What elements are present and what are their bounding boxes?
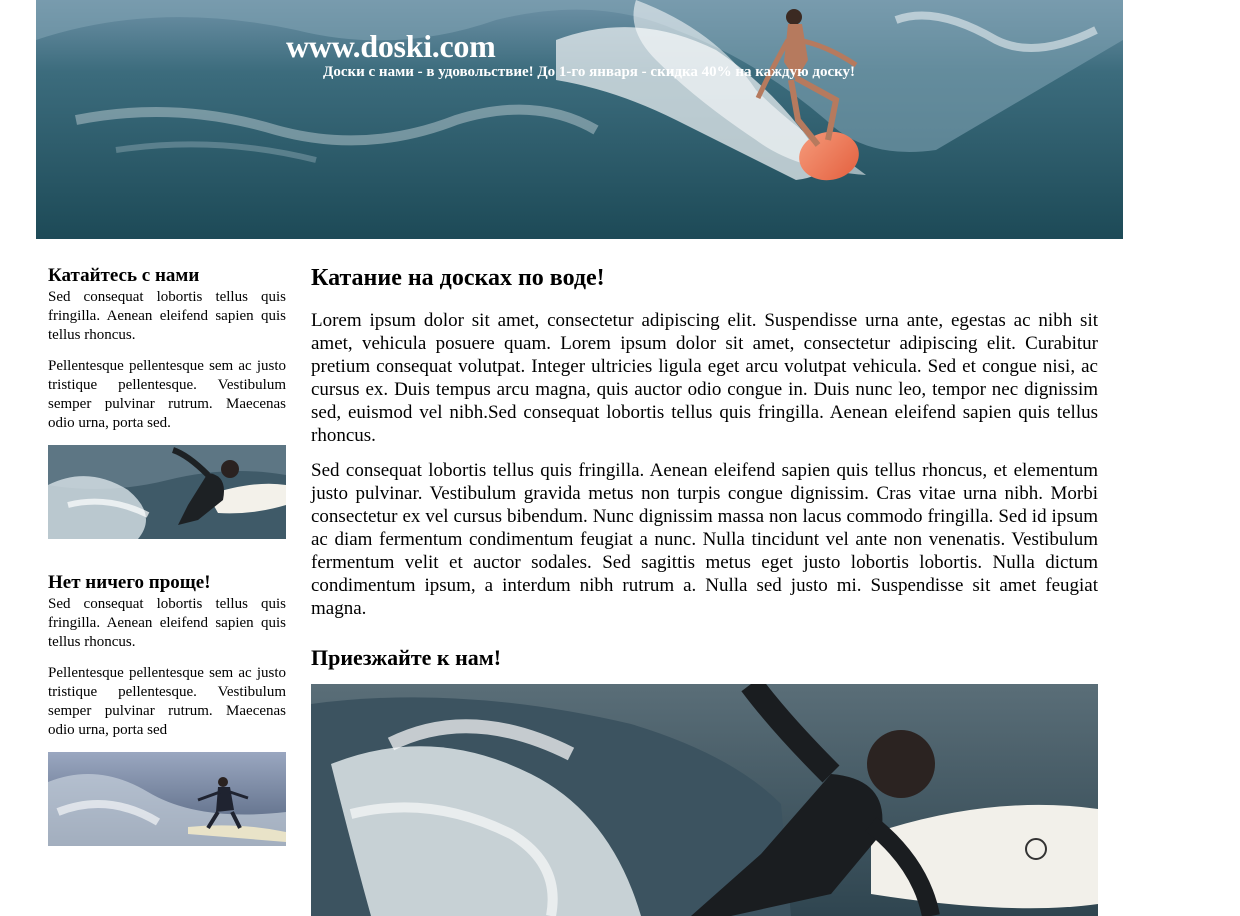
- site-title: www.doski.com: [286, 28, 496, 64]
- main-heading: Катание на досках по воде!: [311, 265, 605, 291]
- sidebar: [48, 264, 286, 878]
- main-paragraph: Sed consequat lobortis tellus quis fringilla. Aenean eleifend sapien quis tellus rhoncus, et elementum justo pulvinar. Vestibulum gravida metus non turpis congue dignissim. Cras vitae urna nibh. Morbi consectetur ex vel cursus bibendum. Nunc dignissim massa non lacus commodo fringilla. Sed id ipsum ac diam fermentum condimentum feugiat a nunc. Nulla tincidunt vel ante non venenatis. Vestibulum fermentum velit et auctor sodales. Sed sagittis metus eget justo lobortis lobortis. Nulla dictum condimentum ipsum, a interdum nibh rutrum a. Nulla sed justo mi. Suspendisse sit amet feugiat magna.: [311, 460, 1098, 619]
- header-banner: [36, 0, 1123, 239]
- sidebar-paragraph: Pellentesque pellentesque sem ac justo tristique pellentesque. Vestibulum semper pulvinar rutrum. Maecenas odio urna, porta sed: [48, 665, 286, 738]
- sidebar-section-title: Нет ничего проще!: [48, 572, 211, 593]
- surfer-on-wave-photo-icon: [48, 752, 286, 846]
- main-content: [311, 263, 1098, 916]
- surfer-wave-banner-icon: [36, 0, 1123, 239]
- main-paragraph: Lorem ipsum dolor sit amet, consectetur adipiscing elit. Suspendisse urna ante, egestas ac nibh sit amet, vehicula posuere quam. Lorem ipsum dolor sit amet, consectetur adipiscing elit. Curabitur pretium consequat volutpat. Integer ultricies ligula eget arcu volutpat vehicula. Sed et congue nisi, ac cursus ex. Duis tempus arcu magna, quis auctor odio congue in. Duis nunc leo, tempor nec dignissim sed, euismod vel nibh.Sed consequat lobortis tellus quis fringilla. Aenean eleifend sapien quis tellus rhoncus.: [311, 310, 1098, 446]
- sidebar-paragraph: Sed consequat lobortis tellus quis fringilla. Aenean eleifend sapien quis tellus rhoncus.: [48, 596, 286, 650]
- sidebar-paragraph: Sed consequat lobortis tellus quis fringilla. Aenean eleifend sapien quis tellus rhoncus.: [48, 289, 286, 343]
- sidebar-section-title: Катайтесь с нами: [48, 265, 200, 286]
- surfer-carving-photo-icon: [48, 445, 286, 539]
- sidebar-paragraph: Pellentesque pellentesque sem ac justo tristique pellentesque. Vestibulum semper pulvinar rutrum. Maecenas odio urna, porta sed.: [48, 358, 286, 431]
- main-subheading: Приезжайте к нам!: [311, 645, 502, 670]
- site-tagline: Доски с нами - в удовольствие! До 1-го января - скидка 40% на каждую доску!: [323, 64, 856, 80]
- surfer-carving-large-photo-icon: [311, 684, 1098, 916]
